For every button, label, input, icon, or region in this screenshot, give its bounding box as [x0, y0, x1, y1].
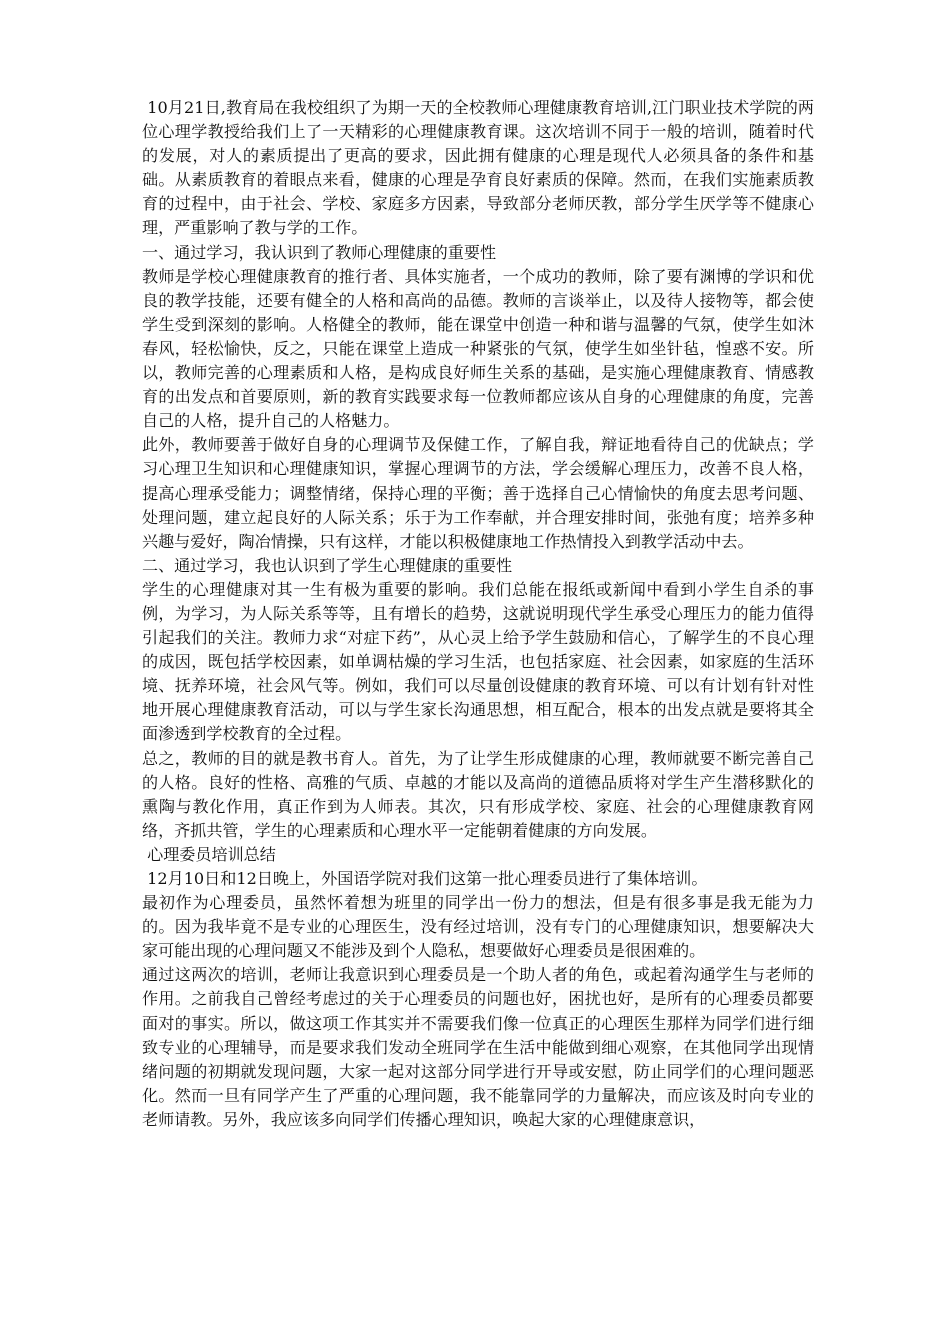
training-date-paragraph: 12月10日和12日晚上，外国语学院对我们这第一批心理委员进行了集体培训。: [142, 869, 708, 888]
initial-thoughts-paragraph: 最初作为心理委员，虽然怀着想为班里的同学出一份力的想法，但是有很多事是我无能为力的。因为我毕竟不是专业的心理医生，没有经过培训，没有专门的心理健康知识，想要解决大家可能出现的心理问题又不能涉及到个人隐私，想要做好心理委员是很困难的。: [142, 893, 814, 961]
student-mental-health-paragraph: 学生的心理健康对其一生有极为重要的影响。我们总能在报纸或新闻中看到小学生自杀的事例，为学习，为人际关系等等，且有增长的趋势，这就说明现代学生承受心理压力的能力值得引起我们的关注。教师力求“对症下药”，从心灵上给予学生鼓励和信心，了解学生的不良心理的成因，既包括学校因素，如单调枯燥的学习生活，也包括家庭、社会因素，如家庭的生活环境、抚养环境，社会风气等。例如，我们可以尽量创设健康的教育环境、可以有计划有针对性地开展心理健康教育活动，可以与学生家长沟通思想，相互配合，根本的出发点就是要将其全面渗透到学校教育的全过程。: [142, 579, 814, 744]
section-heading-teacher-mental-health: 一、通过学习，我认识到了教师心理健康的重要性: [142, 242, 497, 262]
teacher-role-paragraph: 教师是学校心理健康教育的推行者、具体实施者，一个成功的教师，除了要有渊博的学识和优良的教学技能，还要有健全的人格和高尚的品德。教师的言谈举止，以及待人接物等，都会使学生受到深刻的影响。人格健全的教师，能在课堂中创造一种和谐与温馨的气氛，使学生如沐春风，轻松愉快，反之，只能在课堂上造成一种紧张的气氛，使学生如坐针毡，惶惑不安。所以，教师完善的心理素质和人格，是构成良好师生关系的基础，是实施心理健康教育、情感教育的出发点和首要原则，新的教育实践要求每一位教师都应该从自身的心理健康的角度，完善自己的人格，提升自己的人格魅力。: [142, 266, 814, 431]
document-body: [142, 96, 814, 1132]
second-article-title: 心理委员培训总结: [142, 844, 276, 864]
section-heading-student-mental-health: 二、通过学习，我也认识到了学生心理健康的重要性: [142, 555, 513, 575]
conclusion-paragraph: 总之，教师的目的就是教书育人。首先，为了让学生形成健康的心理，教师就要不断完善自己的人格。良好的性格、高雅的气质、卓越的才能以及高尚的道德品质将对学生产生潜移默化的熏陶与教化作用，真正作到为人师表。其次，只有形成学校、家庭、社会的心理健康教育网络，齐抓共管，学生的心理素质和心理水平一定能朝着健康的方向发展。: [142, 748, 814, 840]
teacher-self-care-paragraph: 此外，教师要善于做好自身的心理调节及保健工作，了解自我，辩证地看待自己的优缺点；学习心理卫生知识和心理健康知识，掌握心理调节的方法，学会缓解心理压力，改善不良人格，提高心理承受能力；调整情绪，保持心理的平衡；善于选择自己心情愉快的角度去思考问题、处理问题，建立起良好的人际关系；乐于为工作奉献，并合理安排时间，张弛有度；培养多种兴趣与爱好，陶冶情操，只有这样，才能以积极健康地工作热情投入到教学活动中去。: [142, 435, 814, 551]
training-insights-paragraph: 通过这两次的培训，老师让我意识到心理委员是一个助人者的角色，或起着沟通学生与老师的作用。之前我自己曾经考虑过的关于心理委员的问题也好，困扰也好，是所有的心理委员都要面对的事实。所以，做这项工作其实并不需要我们像一位真正的心理医生那样为同学们进行细致专业的心理辅导，而是要求我们发动全班同学在生活中能做到细心观察，在其他同学出现情绪问题的初期就发现问题，大家一起对这部分同学进行开导或安慰，防止同学们的心理问题恶化。然而一旦有同学产生了严重的心理问题，我不能靠同学的力量解决，而应该及时向专业的老师请教。另外，我应该多向同学们传播心理知识，唤起大家的心理健康意识，: [142, 965, 814, 1129]
intro-paragraph: 10月21日,教育局在我校组织了为期一天的全校教师心理健康教育培训,江门职业技术学院的两位心理学教授给我们上了一天精彩的心理健康教育课。这次培训不同于一般的培训，随着时代的发展，对人的素质提出了更高的要求，因此拥有健康的心理是现代人必须具备的条件和基础。从素质教育的着眼点来看，健康的心理是孕育良好素质的保障。然而，在我们实施素质教育的过程中，由于社会、学校、家庭多方因素，导致部分老师厌教，部分学生厌学等不健康心理，严重影响了教与学的工作。: [142, 98, 814, 238]
